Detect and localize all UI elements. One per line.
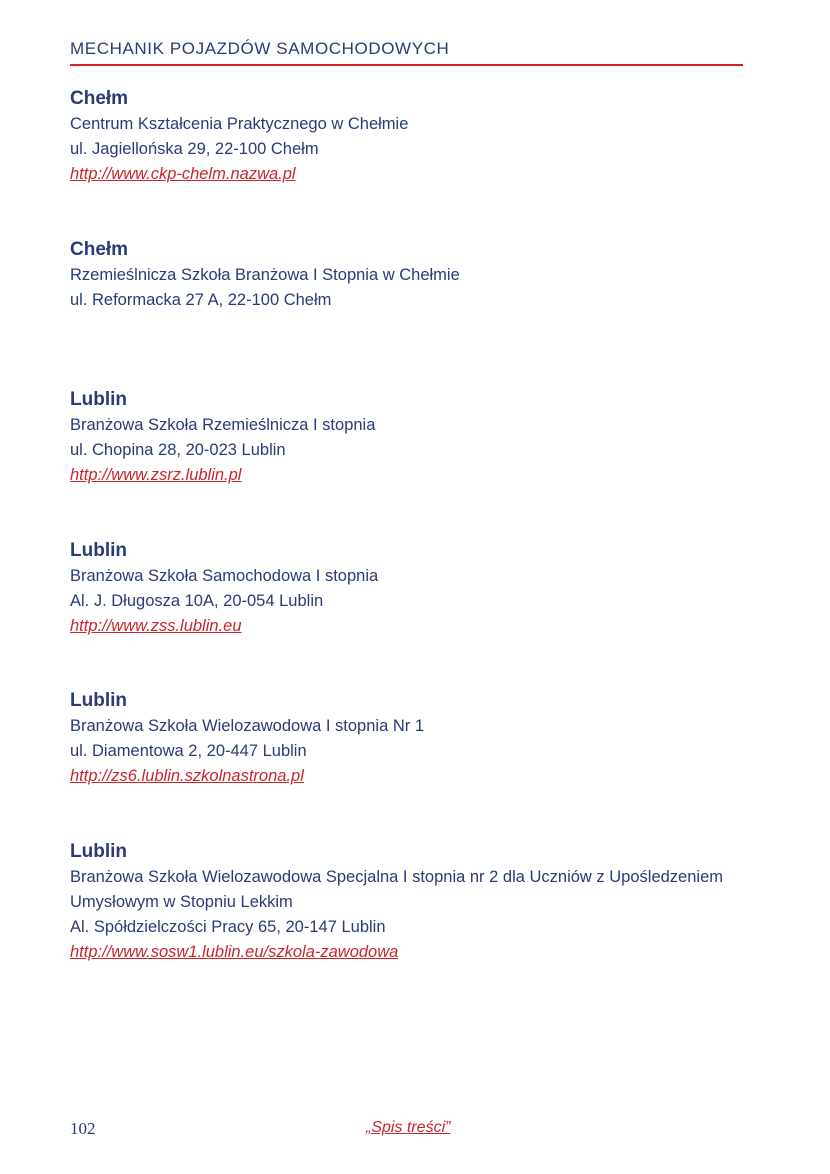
school-website-link[interactable]: http://zs6.lublin.szkolnastrona.pl: [70, 767, 304, 786]
school-entry: [70, 86, 770, 237]
school-name: Branżowa Szkoła Rzemieślnicza I stopnia: [70, 416, 376, 434]
school-entry: [70, 237, 770, 388]
header-divider: [70, 64, 743, 66]
school-address: ul. Chopina 28, 20-023 Lublin: [70, 441, 286, 460]
city-heading: Lublin: [70, 840, 127, 862]
school-address: ul. Jagiellońska 29, 22-100 Chełm: [70, 140, 319, 159]
school-entry: [70, 688, 770, 839]
school-name: Centrum Kształcenia Praktycznego w Chełmie: [70, 115, 409, 133]
school-entry: [70, 387, 770, 538]
city-heading: Lublin: [70, 389, 127, 410]
school-address: Al. Spółdzielczości Pracy 65, 20-147 Lublin: [70, 917, 386, 936]
school-name: Umysłowym w Stopniu Lekkim: [70, 892, 293, 911]
city-heading: Lublin: [70, 690, 127, 711]
school-address: ul. Reformacka 27 A, 22-100 Chełm: [70, 290, 332, 309]
school-entry: [70, 538, 770, 689]
school-name: Branżowa Szkoła Samochodowa I stopnia: [70, 566, 379, 585]
city-heading: Chełm: [70, 88, 129, 109]
table-of-contents-link[interactable]: „Spis treści”: [366, 1119, 451, 1136]
city-heading: Chełm: [70, 238, 129, 260]
school-name: Branżowa Szkoła Wielozawodowa Specjalna I stopnia nr 2 dla Uczniów z Upośledzeniem: [70, 867, 723, 886]
school-address: Al. J. Długosza 10A, 20-054 Lublin: [70, 591, 324, 610]
school-website-link[interactable]: http://www.sosw1.lublin.eu/szkola-zawodowa: [70, 943, 399, 962]
page-number: 102: [70, 1119, 96, 1138]
school-list: [70, 86, 770, 989]
school-website-link[interactable]: http://www.zss.lublin.eu: [70, 616, 242, 635]
school-website-link[interactable]: http://www.zsrz.lublin.pl: [70, 466, 242, 485]
school-entry: [70, 839, 770, 990]
page-header-title: MECHANIK POJAZDÓW SAMOCHODOWYCH: [70, 39, 450, 58]
school-website-link[interactable]: http://www.ckp-chelm.nazwa.pl: [70, 165, 296, 184]
page-header: [70, 38, 743, 66]
school-address: ul. Diamentowa 2, 20-447 Lublin: [70, 742, 307, 761]
school-name: Rzemieślnicza Szkoła Branżowa I Stopnia w Chełmie: [70, 265, 460, 284]
school-name: Branżowa Szkoła Wielozawodowa I stopnia Nr 1: [70, 717, 425, 735]
city-heading: Lublin: [70, 539, 127, 561]
